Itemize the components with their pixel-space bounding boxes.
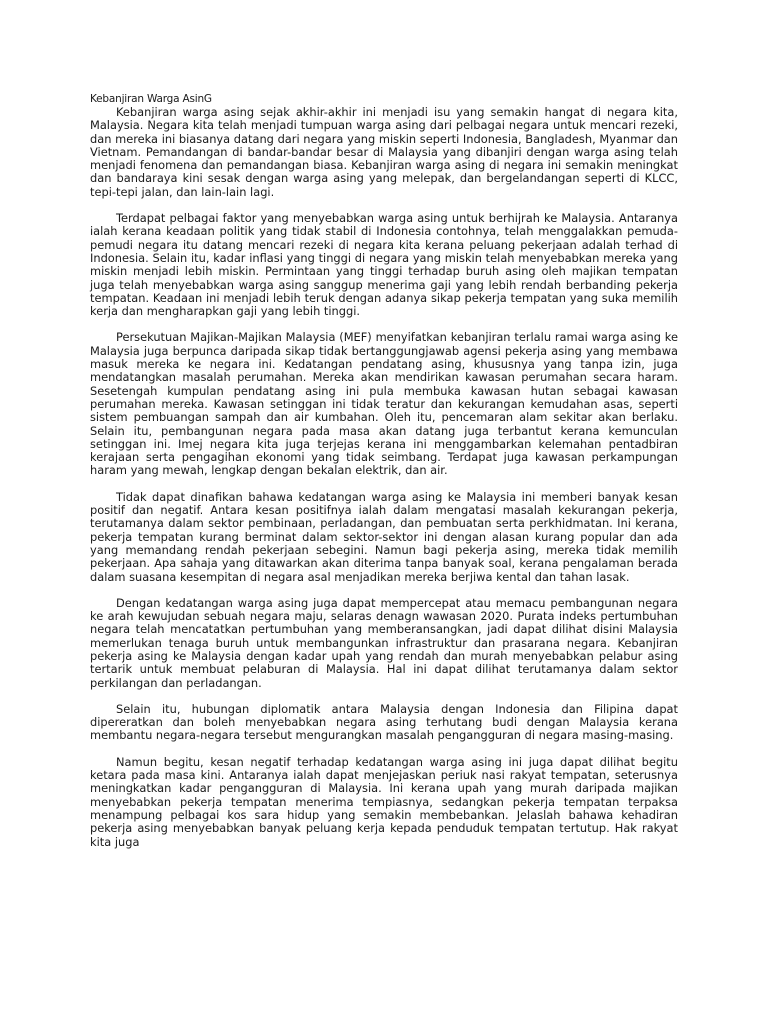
document-page <box>90 93 678 849</box>
paragraph-5: Dengan kedatangan warga asing juga dapat mempercepat atau memacu pembangunan negara ke arah kewujudan sebuah negara maju, selaras denagn wawasan 2020. Purata indeks pertumbuhan negara telah mencatatkan pertumbuhan yang memberansangkan, jadi dapat dilihat disini Malaysia memerlukan tenaga buruh untuk membangunkan infrastruktur dan prasarana negara. Kebanjiran pekerja asing ke Malaysia dengan kadar upah yang rendah dan murah menyebabkan pelabur asing tertarik untuk membuat pelaburan di Malaysia. Hal ini dapat dilihat terutamanya dalam sektor perkilangan dan perladangan. <box>90 595 678 690</box>
paragraph-3: Persekutuan Majikan-Majikan Malaysia (MEF) menyifatkan kebanjiran terlalu ramai warga asing ke Malaysia juga berpunca daripada sikap tidak bertanggungjawab agensi pekerja asing yang membawa masuk mereka ke negara ini. Kedatangan pendatang asing, khususnya yang tanpa izin, juga mendatangkan masalah perumahan. Mereka akan mendirikan kawasan perumahan secara haram. Sesetengah kumpulan pendatang asing ini pula membuka kawasan hutan sebagai kawasan perumahan mereka. Kawasan setinggan ini tidak teratur dan kekurangan kemudahan asas, seperti sistem pembuangan sampah dan air kumbahan. Oleh itu, pencemaran alam sekitar akan berlaku. Selain itu, pembangunan negara pada masa akan datang juga terbantut kerana kemunculan setinggan ini. Imej negara kita juga terjejas kerana ini menggambarkan kelemahan pentadbiran kerajaan serta pengagihan ekonomi yang tidak seimbang. Terdapat juga kawasan perkampungan haram yang mewah, lengkap dengan bekalan elektrik, dan air. <box>90 330 678 478</box>
document-title: Kebanjiran Warga AsinG <box>90 93 212 105</box>
paragraph-1: Kebanjiran warga asing sejak akhir-akhir ini menjadi isu yang semakin hangat di negara kita, Malaysia. Negara kita telah menjadi tumpuan warga asing dari pelbagai negara untuk mencari rezeki, dan mereka ini biasanya datang dari negara yang miskin seperti Indonesia, Bangladesh, Myanmar dan Vietnam. Pemandangan di bandar-bandar besar di Malaysia yang dibanjiri dengan warga asing telah menjadi fenomena dan pemandangan biasa. Kebanjiran warga asing di negara ini semakin meningkat dan bandaraya kini sesak dengan warga asing yang melepak, dan bergelandangan seperti di KLCC, tepi-tepi jalan, dan lain-lain lagi. <box>90 105 678 199</box>
paragraph-2: Terdapat pelbagai faktor yang menyebabkan warga asing untuk berhijrah ke Malaysia. Antaranya ialah kerana keadaan politik yang tidak stabil di Indonesia contohnya, telah menggalakkan pemuda-pemudi negara itu datang mencari rezeki di negara kita kerana peluang pekerjaan adalah terhad di Indonesia. Selain itu, kadar inflasi yang tinggi di negara yang miskin telah menyebabkan mereka yang miskin menjadi lebih miskin. Permintaan yang tinggi terhadap buruh asing oleh majikan tempatan juga telah menyebabkan warga asing sanggup menerima gaji yang lebih rendah berbanding pekerja tempatan. Keadaan ini menjadi lebih teruk dengan adanya sikap pekerja tempatan yang suka memilih kerja dan mengharapkan gaji yang lebih tinggi. <box>90 211 678 319</box>
paragraph-6: Selain itu, hubungan diplomatik antara Malaysia dengan Indonesia dan Filipina dapat dipereratkan dan boleh menyebabkan negara asing terhutang budi dengan Malaysia kerana membantu negara-negara tersebut mengurangkan masalah pengangguran di negara masing-masing. <box>90 701 678 743</box>
paragraph-4: Tidak dapat dinafikan bahawa kedatangan warga asing ke Malaysia ini memberi banyak kesan positif dan negatif. Antara kesan positifnya ialah dalam mengatasi masalah kekurangan pekerja, terutamanya dalam sektor pembinaan, perladangan, dan pembuatan serta perkhidmatan. Ini kerana, pekerja tempatan kurang berminat dalam sektor-sektor ini dengan alasan kurang popular dan ada yang memandang rendah pekerjaan sebegini. Namun bagi pekerja asing, mereka tidak memilih pekerjaan. Apa sahaja yang ditawarkan akan diterima tanpa banyak soal, kerana pengalaman berada dalam suasana kesempitan di negara asal menjadikan mereka berjiwa kental dan tahan lasak. <box>90 489 678 584</box>
paragraph-7: Namun begitu, kesan negatif terhadap kedatangan warga asing ini juga dapat dilihat begitu ketara pada masa kini. Antaranya ialah dapat menjejaskan periuk nasi rakyat tempatan, seterusnya meningkatkan kadar pengangguran di Malaysia. Ini kerana upah yang murah daripada majikan menyebabkan pekerja tempatan menerima tempiasnya, sedangkan pekerja tempatan terpaksa menampung pelbagai kos sara hidup yang semakin membebankan. Jelaslah bahawa kehadiran pekerja asing menyebabkan banyak peluang kerja kepada penduduk tempatan tertutup. Hak rakyat kita juga <box>90 754 678 849</box>
